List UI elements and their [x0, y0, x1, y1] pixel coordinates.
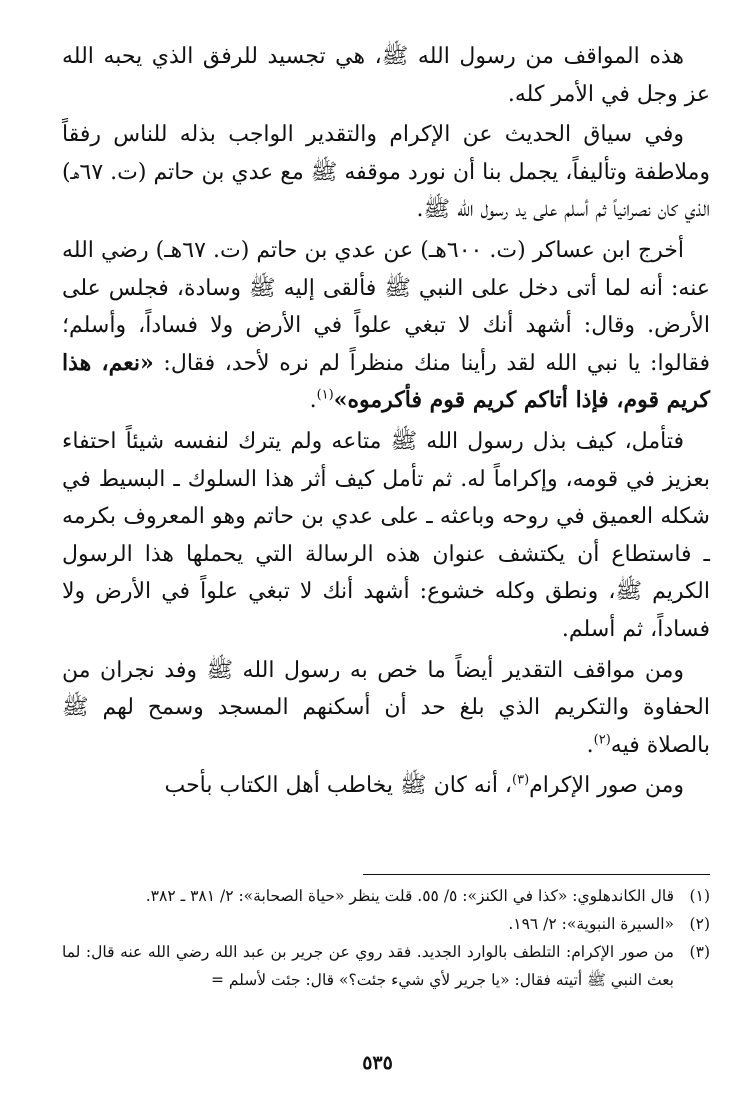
footnote-ref-2[interactable]: (٢): [593, 732, 611, 748]
footnote-2: [62, 910, 710, 938]
paragraph-3-end: .: [309, 388, 317, 414]
page-number: ٥٣٥: [362, 1052, 393, 1074]
footnote-ref-1[interactable]: (١): [316, 388, 334, 404]
paragraph-4: فتأمل، كيف بذل رسول الله ﷺ متاعه ولم يترك لنفسه شيئاً احتفاء بعزيز في قومه، وإكراماً له. ثم تأمل كيف أثر هذا السلوك ـ البسيط في شكله العميق في روحه وباعثه ـ على عدي بن حاتم وهو المعروف بكرمه ـ فاستطاع أن يكتشف عنوان هذه الرسالة التي يحملها هذا الرسول الكريم ﷺ، ونطق وكله خشوع: أشهد أنك لا تبغي علواً في الأرض ولا فساداً، ثم أسلم.: [62, 428, 710, 642]
footnote-text: «السيرة النبوية»: ٢/ ١٩٦.: [508, 915, 674, 933]
footnote-ref-3[interactable]: (٣): [512, 772, 530, 788]
paragraph-1: هذه المواقف من رسول الله ﷺ، هي تجسيد للرفق الذي يحبه الله عز وجل في الأمر كله.: [62, 44, 710, 107]
footnotes: [62, 882, 710, 994]
paragraph-5-text: ومن مواقف التقدير أيضاً ما خص به رسول الله ﷺ وفد نجران من الحفاوة والتكريم الذي بلغ حد أن أسكنهم المسجد وسمح لهم ﷺ بالصلاة فيه: [62, 657, 710, 758]
footnote-1: [62, 882, 710, 910]
footnote-3: [62, 938, 710, 994]
footnote-divider: [363, 874, 710, 875]
hadith-quote: «نعم، هذا كريم قوم، فإذا أتاكم كريم قوم فأكرموه»: [62, 349, 710, 414]
paragraph-5: [62, 652, 710, 765]
paragraph-3-text: أخرج ابن عساكر (ت. ٦٠٠هـ) عن عدي بن حاتم (ت. ٦٧هـ) رضي الله عنه: أنه لما أتى دخل على النبي ﷺ فألقى إليه ﷺ وسادة، فجلس على الأرض. وقال: أشهد أنك لا تبغي علواً في الأرض ولا فساداً، وأسلم؛ فقالوا: يا نبي الله لقد رأينا منك منظراً لم نره لأحد، فقال:: [62, 237, 710, 376]
footnote-text: من صور الإكرام: التلطف بالوارد الجديد. فقد روي عن جرير بن عبد الله رضي الله عنه قال: لما بعث النبي ﷺ أتيته فقال: «يا جرير لأي شيء جئت؟» قال: جئت لأسلم =: [62, 943, 674, 989]
paragraph-6-end: ، أنه كان ﷺ يخاطب أهل الكتاب بأحب: [164, 773, 513, 799]
paragraph-2: وفي سياق الحديث عن الإكرام والتقدير الواجب بذله للناس رفقاً وملاطفة وتأليفاً، يجمل بنا أن نورد موقفه ﷺ مع عدي بن حاتم (ت. ٦٧هـ) الذي كان نصرانياً ثم أسلم على يد رسول الله ﷺ.: [62, 122, 710, 223]
paragraph-6: [62, 767, 710, 805]
footnote-text: قال الكاندهلوي: «كذا في الكنز»: ٥/ ٥٥. قلت ينظر «حياة الصحابة»: ٢/ ٣٨١ ـ ٣٨٢.: [145, 887, 674, 905]
paragraph-3: [62, 232, 710, 420]
paragraph-5-end: .: [586, 732, 594, 758]
footnote-number: (٣): [689, 943, 710, 961]
paragraph-6-start: ومن صور الإكرام: [529, 773, 684, 799]
main-text: [62, 38, 710, 808]
footnote-number: (٢): [689, 915, 710, 933]
footnote-number: (١): [689, 887, 710, 905]
